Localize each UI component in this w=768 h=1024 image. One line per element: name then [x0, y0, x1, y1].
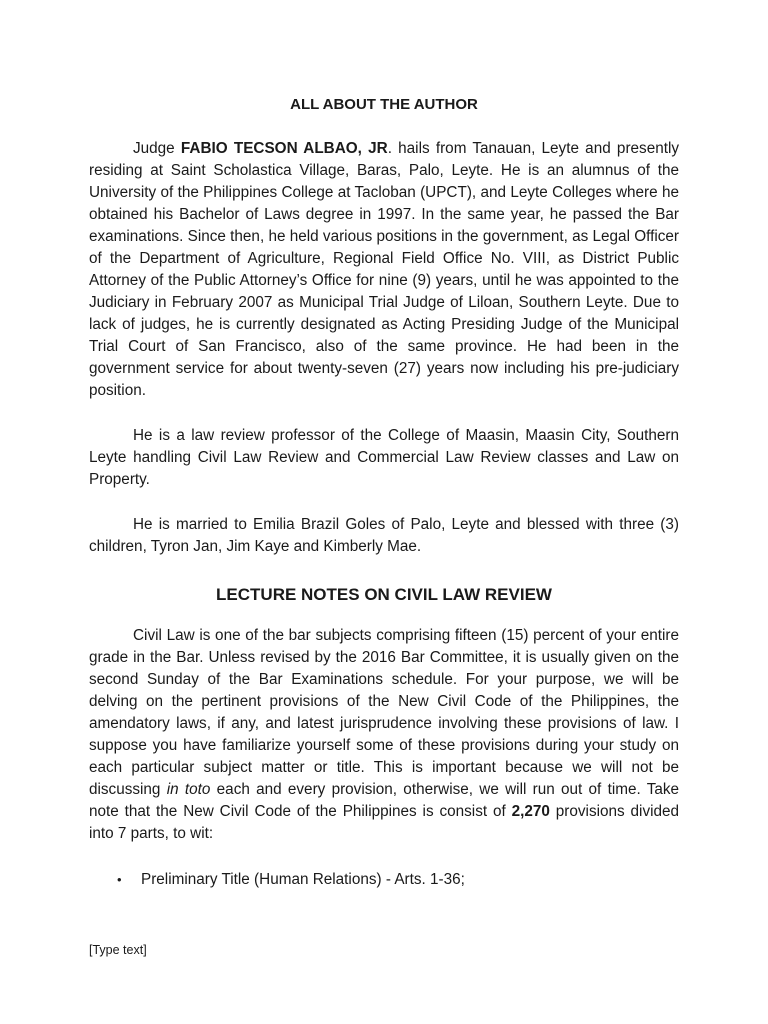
footer-placeholder: [Type text] [89, 943, 147, 957]
lecture-notes-heading: LECTURE NOTES ON CIVIL LAW REVIEW [216, 585, 552, 604]
family-paragraph: He is married to Emilia Brazil Goles of Palo, Leyte and blessed with three (3) children, Tyron Jan, Jim Kaye and Kimberly Mae. [89, 516, 679, 555]
author-bio-paragraph: Judge FABIO TECSON ALBAO, JR. hails from Tanauan, Leyte and presently residing at Saint Scholastica Village, Baras, Palo, Leyte. He is an alumnus of the University of the Philippines College at Tacloban (UPCT), and Leyte Colleges where he obtained his Bachelor of Laws degree in 1997. In the same year, he passed the Bar examinations. Since then, he held various positions in the government, as Legal Officer of the Department of Agriculture, Regional Field Office No. VIII, as District Public Attorney of the Public Attorney’s Office for nine (9) years, until he was appointed to the Judiciary in February 2007 as Municipal Trial Judge of Liloan, Southern Leyte. Due to lack of judges, he is currently designated as Acting Presiding Judge of the Municipal Trial Court of San Francisco, also of the same province. He had been in the government service for about twenty-seven (27) years now including his pre-judiciary position. [89, 140, 680, 399]
about-author-heading: ALL ABOUT THE AUTHOR [290, 96, 478, 113]
list-item-text: Preliminary Title (Human Relations) - Arts. 1-36; [141, 871, 465, 888]
professor-paragraph: He is a law review professor of the College of Maasin, Maasin City, Southern Leyte handling Civil Law Review and Commercial Law Review classes and Law on Property. [89, 427, 679, 488]
author-name: FABIO TECSON ALBAO, JR [180, 140, 388, 157]
bullet-icon: • [117, 872, 122, 887]
civil-law-intro-paragraph: Civil Law is one of the bar subjects comprising fifteen (15) percent of your entire grade in the Bar. Unless revised by the 2016 Bar Committee, it is usually given on the second Sunday of the Bar Examinations schedule. For your purpose, we will be delving on the pertinent provisions of the New Civil Code of the Philippines, the amendatory laws, if any, and latest jurisprudence involving these provisions of law. I suppose you have familiarize yourself some of these provisions during your study on each particular subject matter or title. This is important because we will not be discussing in toto each and every provision, otherwise, we will run out of time. Take note that the New Civil Code of the Philippines is consist of 2,270 provisions divided into 7 parts, to wit: [89, 627, 680, 842]
list-item [117, 869, 465, 891]
in-toto-text: in toto [166, 781, 211, 798]
document-page [89, 0, 679, 1024]
provisions-count: 2,270 [511, 803, 550, 820]
